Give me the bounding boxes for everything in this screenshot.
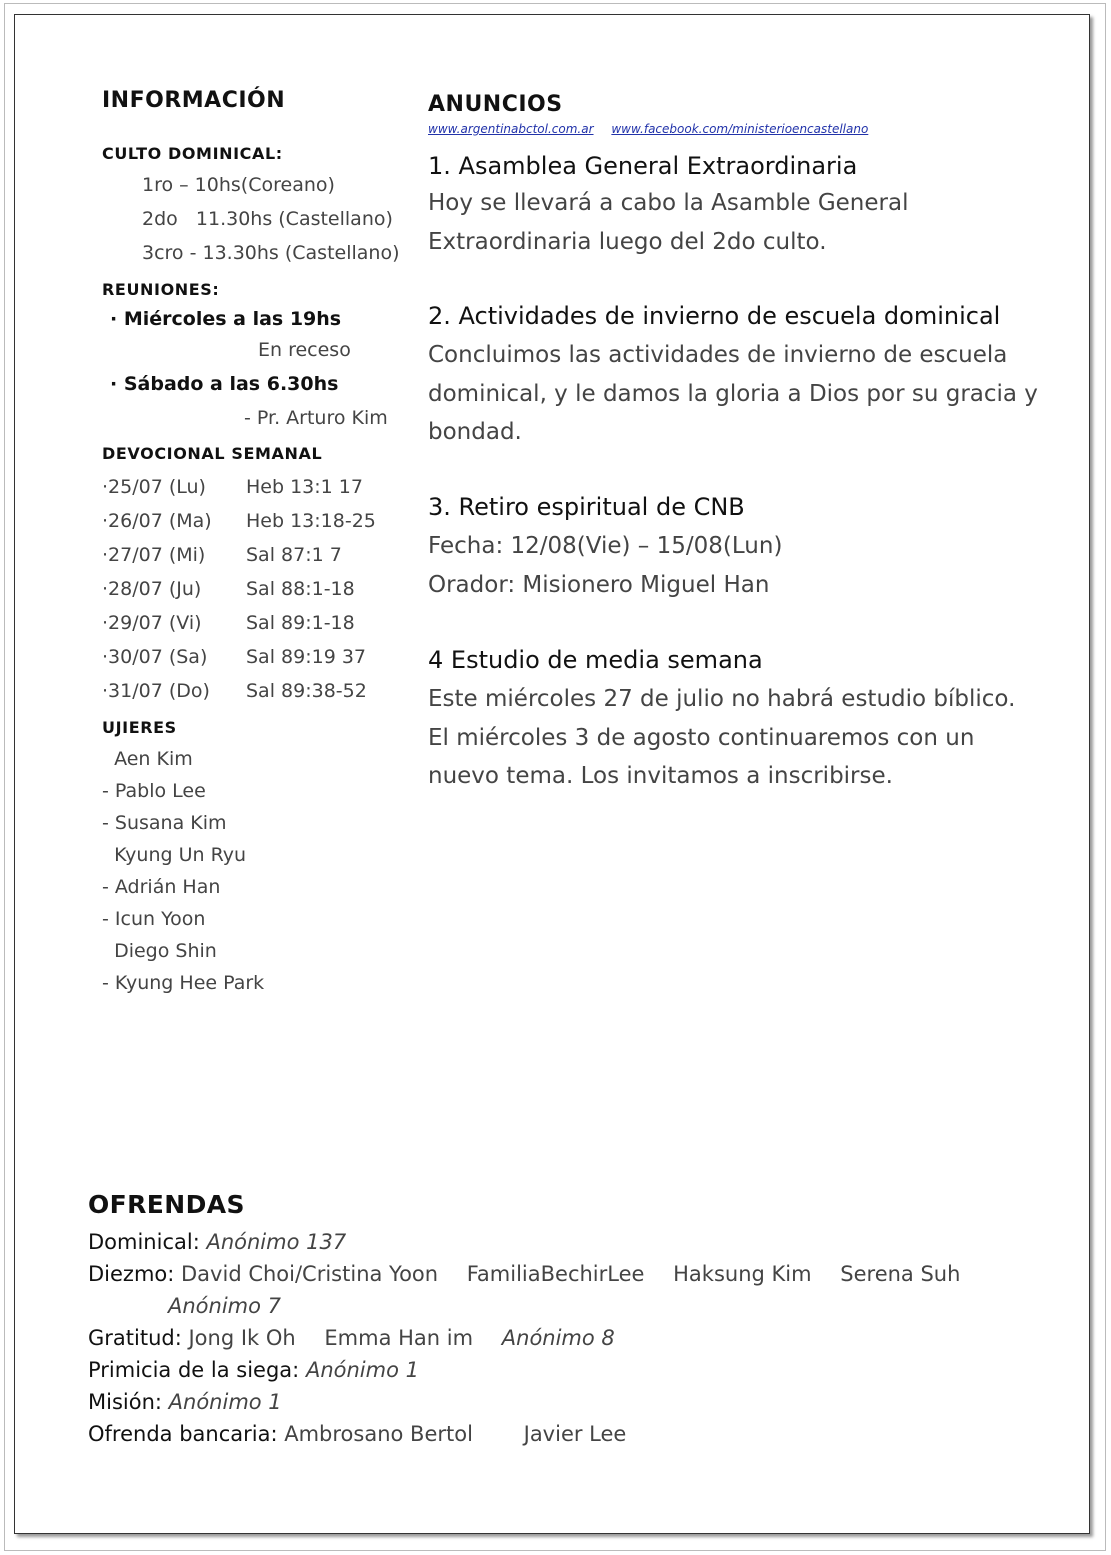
ofrenda-mision	[88, 1390, 282, 1414]
reunion-miercoles: · Miércoles a las 19hs	[110, 308, 342, 330]
culto-line: 2do 11.30hs (Castellano)	[142, 208, 393, 230]
anuncio-heading: 3. Retiro espiritual de CNB	[428, 493, 745, 521]
devocional-day: ·25/07 (Lu)	[102, 476, 206, 498]
ofrenda-label: Diezmo:	[88, 1262, 175, 1286]
ofrenda-name: FamiliaBechirLee	[466, 1262, 645, 1286]
ofrenda-name: Serena Suh	[840, 1262, 961, 1286]
ujier-name: - Adrián Han	[102, 876, 221, 898]
informacion-title: INFORMACIÓN	[102, 88, 286, 113]
devocional-ref: Sal 89:19 37	[246, 646, 366, 668]
anuncio-body: Este miércoles 27 de julio no habrá estudio bíblico. El miércoles 3 de agosto continuaremos con un nuevo tema. Los invitamos a inscribirse.	[428, 686, 1016, 789]
reuniones-title: REUNIONES:	[102, 280, 220, 299]
anuncios-title: ANUNCIOS	[428, 92, 563, 117]
devocional-ref: Sal 89:38-52	[246, 680, 367, 702]
devocional-ref: Sal 88:1-18	[246, 578, 355, 600]
ujier-name: - Icun Yoon	[102, 908, 206, 930]
ofrenda-name: Jong Ik Oh	[188, 1326, 296, 1350]
ujier-name: - Pablo Lee	[102, 780, 206, 802]
facebook-link[interactable]: www.facebook.com/ministerioencastellano	[611, 122, 869, 136]
ofrenda-label: Gratitud:	[88, 1326, 182, 1350]
anuncio-heading: 2. Actividades de invierno de escuela dominical	[428, 302, 1001, 330]
ofrenda-value: Anónimo 1	[168, 1390, 282, 1414]
anuncio-body: Fecha: 12/08(Vie) – 15/08(Lun) Orador: Misionero Miguel Han	[428, 533, 783, 598]
culto-dominical-title: CULTO DOMINICAL:	[102, 144, 283, 163]
ofrendas-title: OFRENDAS	[88, 1190, 245, 1219]
culto-line: 3cro - 13.30hs (Castellano)	[142, 242, 400, 264]
ofrenda-value: Anónimo 137	[206, 1230, 347, 1254]
website-link[interactable]: www.argentinabctol.com.ar	[428, 122, 594, 136]
devocional-day: ·27/07 (Mi)	[102, 544, 206, 566]
anuncio-heading: 4 Estudio de media semana	[428, 646, 763, 674]
ofrenda-dominical	[88, 1230, 346, 1254]
anuncio-heading: 1. Asamblea General Extraordinaria	[428, 152, 858, 180]
ofrenda-name: David Choi/Cristina Yoon	[181, 1262, 439, 1286]
ujieres-title: UJIERES	[102, 718, 177, 737]
ofrenda-primicia	[88, 1358, 419, 1382]
ofrenda-name: Emma Han im	[324, 1326, 474, 1350]
reunion-sabado-note: - Pr. Arturo Kim	[244, 407, 388, 429]
ofrenda-diezmo	[88, 1262, 960, 1286]
ofrenda-name: Ambrosano Bertol	[284, 1422, 473, 1446]
ofrenda-diezmo-extra	[168, 1294, 281, 1318]
devocional-ref: Heb 13:1 17	[246, 476, 363, 498]
ofrenda-label: Dominical:	[88, 1230, 200, 1254]
devocional-day: ·29/07 (Vi)	[102, 612, 202, 634]
devocional-day: ·26/07 (Ma)	[102, 510, 212, 532]
devocional-day: ·30/07 (Sa)	[102, 646, 208, 668]
devocional-day: ·28/07 (Ju)	[102, 578, 202, 600]
ujier-name: - Susana Kim	[102, 812, 227, 834]
ofrenda-name: Haksung Kim	[673, 1262, 812, 1286]
devocional-ref: Sal 87:1 7	[246, 544, 342, 566]
ofrenda-value: Anónimo 7	[168, 1294, 282, 1318]
anuncio-body: Hoy se llevará a cabo la Asamble General Extraordinaria luego del 2do culto.	[428, 190, 909, 255]
ujier-name: Kyung Un Ryu	[102, 844, 247, 866]
ofrenda-name: Javier Lee	[523, 1422, 627, 1446]
ofrenda-value: Anónimo 8	[501, 1326, 615, 1350]
devocional-ref: Sal 89:1-18	[246, 612, 355, 634]
ujier-name: - Kyung Hee Park	[102, 972, 265, 994]
ofrenda-bancaria	[88, 1422, 626, 1446]
ujier-name: Aen Kim	[102, 748, 193, 770]
ofrenda-label: Primicia de la siega:	[88, 1358, 300, 1382]
ofrenda-gratitud	[88, 1326, 615, 1350]
links-row	[428, 122, 882, 136]
devocional-title: DEVOCIONAL SEMANAL	[102, 444, 323, 463]
anuncio-body: Concluimos las actividades de invierno de escuela dominical, y le damos la gloria a Dios por su gracia y bondad.	[428, 342, 1038, 445]
ofrenda-label: Misión:	[88, 1390, 162, 1414]
ujier-name: Diego Shin	[102, 940, 217, 962]
ofrenda-label: Ofrenda bancaria:	[88, 1422, 278, 1446]
reunion-sabado: · Sábado a las 6.30hs	[110, 373, 339, 395]
devocional-ref: Heb 13:18-25	[246, 510, 376, 532]
devocional-day: ·31/07 (Do)	[102, 680, 210, 702]
culto-line: 1ro – 10hs(Coreano)	[142, 174, 335, 196]
reunion-miercoles-note: En receso	[258, 339, 351, 361]
ofrenda-value: Anónimo 1	[305, 1358, 419, 1382]
